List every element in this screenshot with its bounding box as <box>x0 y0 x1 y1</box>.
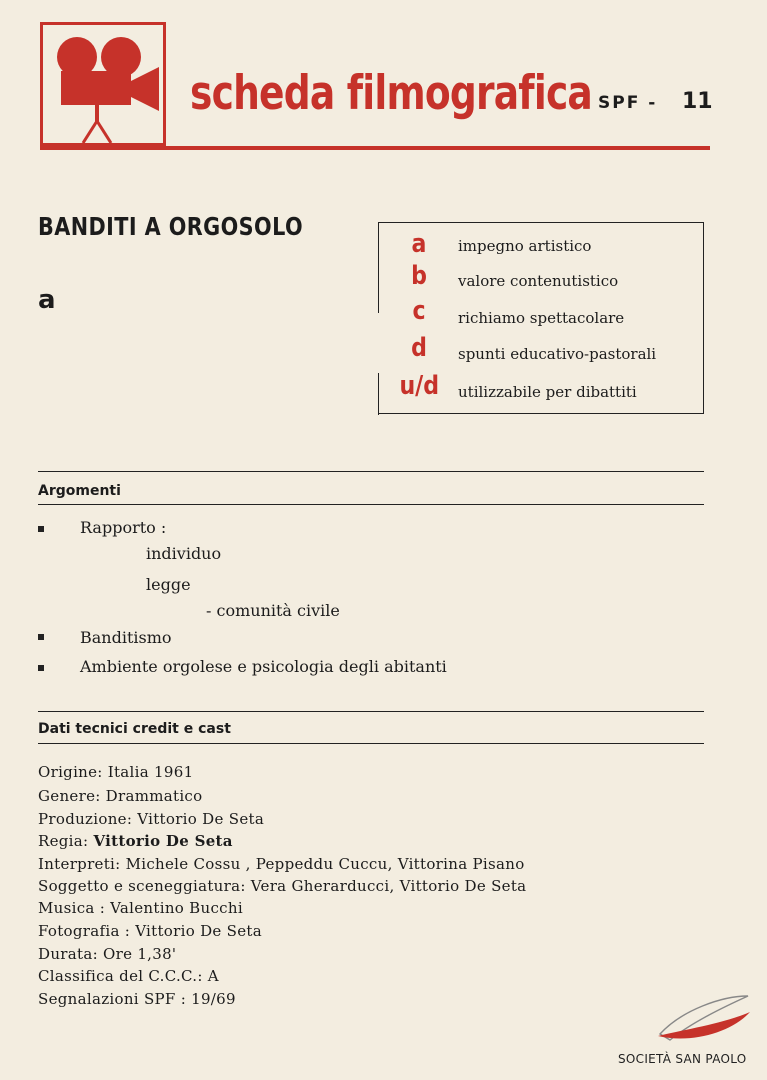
film-title: BANDITI A ORGOSOLO <box>38 212 304 241</box>
bullet-icon <box>38 526 44 532</box>
argomento-item: individuo <box>146 544 222 563</box>
san-paolo-logo-icon <box>652 990 756 1046</box>
tech-line-durata: Durata: Ore 1,38' <box>38 945 177 963</box>
movie-camera-logo <box>40 22 166 146</box>
argomento-item: Rapporto : <box>80 518 167 537</box>
classification-legend <box>378 222 704 414</box>
series-code: SPF - <box>598 93 658 113</box>
tech-heading: Dati tecnici credit e cast <box>38 721 231 737</box>
bullet-icon <box>38 634 44 640</box>
argomento-item: - comunità civile <box>206 601 340 620</box>
legend-code-a: a <box>411 229 427 259</box>
legend-code-b: b <box>411 261 427 291</box>
page-title: scheda filmografica <box>190 66 592 121</box>
legend-code-ud: u/d <box>399 371 440 401</box>
legend-code-c: c <box>412 296 426 326</box>
tech-line-fotografia: Fotografia : Vittorio De Seta <box>38 922 263 940</box>
argomento-item: legge <box>146 575 191 594</box>
legend-text-ud: utilizzabile per dibattiti <box>458 383 637 401</box>
tech-line-genere: Genere: Drammatico <box>38 787 203 805</box>
film-classification: a <box>38 285 56 315</box>
legend-text-d: spunti educativo-pastorali <box>458 345 657 363</box>
legend-text-a: impegno artistico <box>458 237 592 255</box>
legend-text-c: richiamo spettacolare <box>458 309 625 327</box>
argomenti-heading: Argomenti <box>38 483 121 499</box>
series-number: 11 <box>682 89 713 114</box>
argomento-item: Ambiente orgolese e psicologia degli abitanti <box>80 657 447 676</box>
tech-line-musica: Musica : Valentino Bucchi <box>38 899 243 917</box>
tech-line-produzione: Produzione: Vittorio De Seta <box>38 810 265 828</box>
argomento-item: Banditismo <box>80 628 172 647</box>
publisher-name: SOCIETÀ SAN PAOLO <box>618 1052 747 1066</box>
tech-line-soggetto: Soggetto e sceneggiatura: Vera Gherarducci, Vittorio De Seta <box>38 877 527 895</box>
legend-divider <box>378 373 379 415</box>
section-divider <box>38 743 704 744</box>
tech-line-regia: Regia: Vittorio De Seta <box>38 832 233 850</box>
section-divider <box>38 711 704 712</box>
section-divider <box>38 471 704 472</box>
tech-line-segnalazioni: Segnalazioni SPF : 19/69 <box>38 990 236 1008</box>
movie-camera-icon <box>47 31 163 143</box>
bullet-icon <box>38 665 44 671</box>
tech-line-classifica: Classifica del C.C.C.: A <box>38 967 219 985</box>
legend-code-d: d <box>411 333 427 363</box>
section-divider <box>38 504 704 505</box>
legend-text-b: valore contenutistico <box>458 272 619 290</box>
tech-line-interpreti: Interpreti: Michele Cossu , Peppeddu Cuccu, Vittorina Pisano <box>38 855 525 873</box>
header-divider <box>40 146 710 150</box>
tech-line-origine: Origine: Italia 1961 <box>38 763 194 781</box>
